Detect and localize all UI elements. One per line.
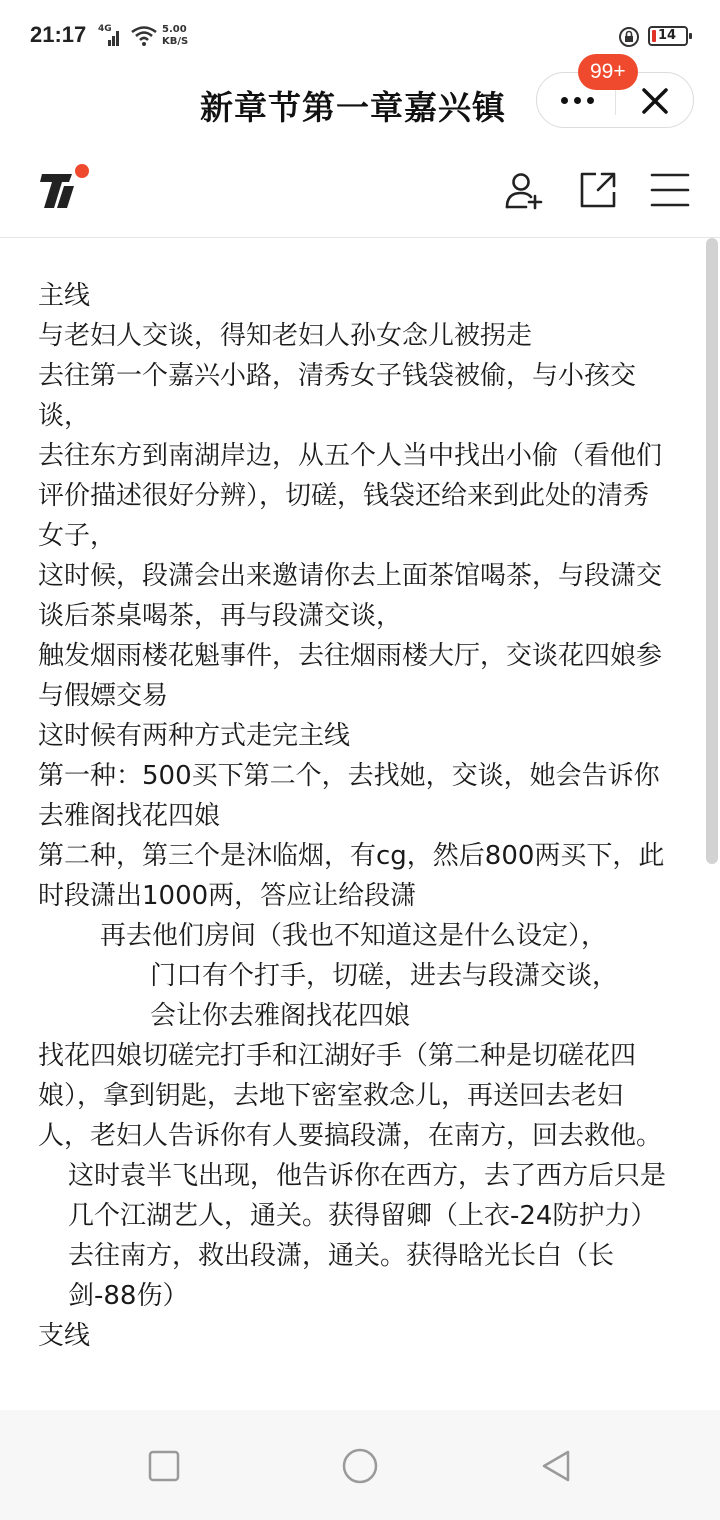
page-title: 新章节第一章嘉兴镇 [200, 88, 506, 127]
more-dot-icon [587, 97, 594, 104]
article-line: 与老妇人交谈，得知老妇人孙女念儿被拐走 [38, 321, 533, 351]
more-dot-icon [561, 97, 568, 104]
article-line: 第一种：500买下第二个，去找她，交谈，她会告诉你去雅阁找花四娘 [38, 761, 660, 831]
app-toolbar [0, 140, 720, 238]
back-icon[interactable] [538, 1448, 574, 1484]
wifi-icon [131, 26, 157, 46]
notification-badge: 99+ [578, 54, 638, 90]
article-line: 支线 [38, 1321, 91, 1351]
article-content[interactable] [0, 238, 720, 1410]
article-line: 去往东方到南湖岸边，从五个人当中找出小偷（看他们评价描述很好分辨），切磋，钱袋还给来到此处的清秀女子， [38, 441, 663, 551]
navigation-bar [0, 1410, 720, 1520]
speed-unit: KB/S [162, 36, 189, 47]
rotation-lock-icon [618, 26, 640, 48]
logo-icon[interactable] [38, 164, 94, 216]
home-icon[interactable] [340, 1446, 380, 1486]
article-line: 找花四娘切磋完打手和江湖好手（第二种是切磋花四娘），拿到钥匙，去地下密室救念儿，再送回去老妇人，老妇人告诉你有人要搞段潇，在南方，回去救他。 [38, 1041, 663, 1151]
capsule-divider [615, 87, 616, 115]
status-time: 21:17 [30, 22, 87, 47]
recent-apps-icon[interactable] [146, 1448, 182, 1484]
close-button[interactable] [637, 83, 673, 119]
article-line: 再去他们房间（我也不知道这是什么设定）， [100, 921, 608, 951]
battery-icon [648, 26, 688, 46]
article-line: 去往第一个嘉兴小路，清秀女子钱袋被偷，与小孩交谈， [38, 361, 637, 431]
article-line: 主线 [38, 281, 91, 311]
article-line: 去往南方，救出段潇，通关。获得晗光长白（长剑-88伤） [68, 1241, 615, 1311]
article-body [38, 276, 674, 1356]
article-line: 这时袁半飞出现，他告诉你在西方，去了西方后只是几个江湖艺人，通关。获得留卿（上衣-24防护力） [68, 1161, 667, 1231]
more-dot-icon [574, 97, 581, 104]
article-line: 会让你去雅阁找花四娘 [150, 1001, 411, 1031]
close-icon [637, 83, 673, 119]
article-line: 第二种，第三个是沐临烟，有cg，然后800两买下，此时段潇出1000两，答应让给段潇 [38, 841, 665, 911]
signal-icon [98, 26, 122, 48]
scrollbar[interactable] [706, 238, 718, 864]
share-icon[interactable] [578, 170, 618, 210]
battery-level: 14 [658, 28, 677, 43]
article-line: 这时候有两种方式走完主线 [38, 721, 351, 751]
menu-icon[interactable] [650, 170, 690, 210]
network-speed [162, 24, 188, 48]
article-line: 触发烟雨楼花魁事件，去往烟雨楼大厅，交谈花四娘参与假嫖交易 [38, 641, 663, 711]
add-user-icon[interactable] [504, 170, 544, 210]
article-line: 门口有个打手，切磋，进去与段潇交谈， [150, 961, 619, 991]
network-type: 4G [98, 24, 112, 34]
article-line: 这时候，段潇会出来邀请你去上面茶馆喝茶，与段潇交谈后茶桌喝茶，再与段潇交谈， [38, 561, 663, 631]
speed-value: 5.00 [162, 24, 187, 35]
